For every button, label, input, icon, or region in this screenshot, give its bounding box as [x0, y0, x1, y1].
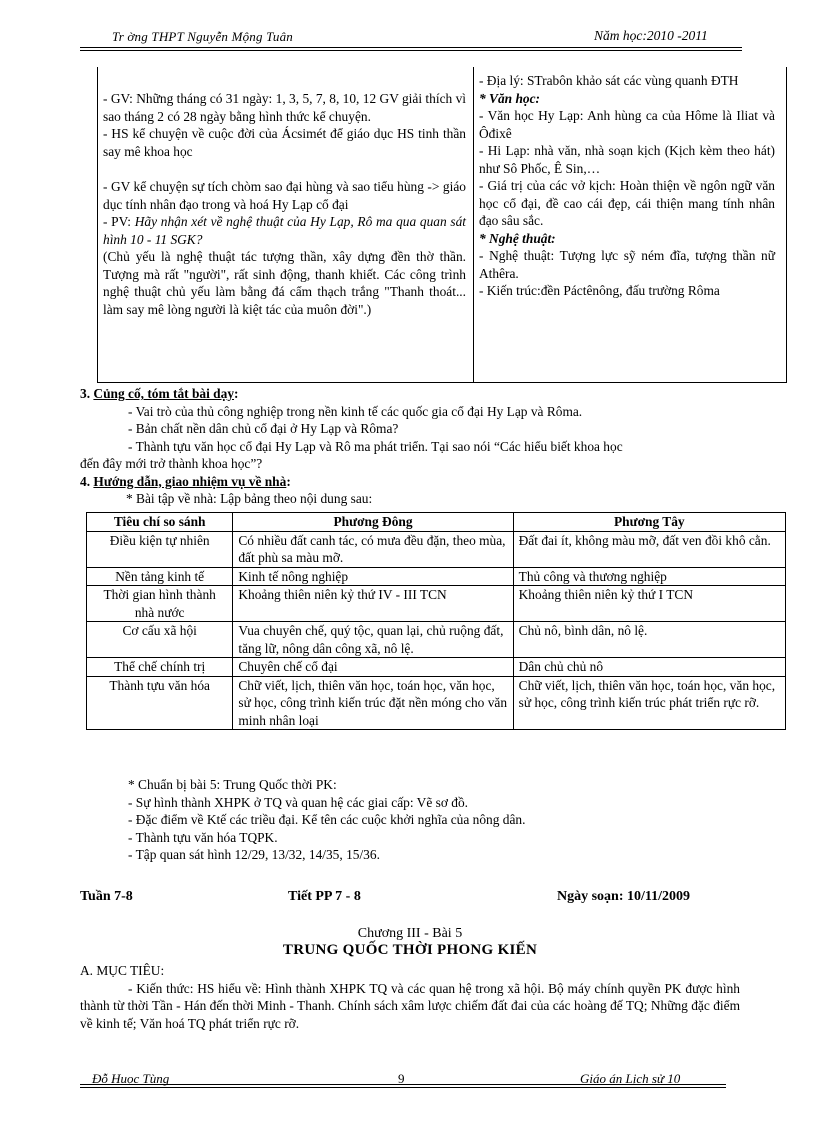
- prep-line: - Tập quan sát hình 12/29, 13/32, 14/35, 15/36.: [128, 847, 380, 862]
- header-year: Năm học:2010 -2011: [594, 28, 708, 43]
- right-geo: - Địa lý: STrabôn khảo sát các vùng quanh ĐTH: [479, 73, 739, 88]
- footer-author: Đỗ Huọc Tùng: [92, 1071, 170, 1086]
- section-3-item: - Bản chất nền dân chủ cổ đại ở Hy Lạp và Rôma?: [128, 421, 399, 436]
- table-row: [87, 658, 786, 677]
- upper-table-divider: [473, 67, 474, 383]
- table-cell: Cơ cấu xã hội: [87, 622, 233, 658]
- footer-rule-thin: [80, 1087, 726, 1088]
- preparation-section: [80, 776, 740, 864]
- right-art-2: - Kiến trúc:đền Páctênông, đấu trường Rôma: [479, 283, 720, 298]
- section-3-heading: 3. Củng cố, tóm tắt bài dạy:: [80, 386, 239, 401]
- table-cell: Khoảng thiên niên kỷ thứ I TCN: [513, 586, 785, 622]
- table-header-row: [87, 513, 786, 532]
- table-row: [87, 567, 786, 586]
- prep-line: * Chuẩn bị bài 5: Trung Quốc thời PK:: [128, 777, 337, 792]
- table-row: [87, 531, 786, 567]
- table-cell: Thành tựu văn hóa: [87, 676, 233, 730]
- prep-line: - Đặc điểm về Ktế các triều đại. Kể tên các cuộc khởi nghĩa của nông dân.: [128, 812, 526, 827]
- prep-line: - Thành tựu văn hóa TQPK.: [128, 829, 278, 845]
- table-cell: Vua chuyên chế, quý tộc, quan lại, chủ ruộng đất, tăng lữ, nông dân công xã, nô lệ.: [233, 622, 513, 658]
- footer-subject: Giáo án Lịch sử 10: [580, 1071, 681, 1086]
- left-para-2: - HS kể chuyện về cuộc đời của Ácsimét để giáo dục HS tinh thần say mê khoa học: [103, 126, 466, 159]
- table-cell: Thể chế chính trị: [87, 658, 233, 677]
- header-rule: [80, 47, 742, 48]
- chapter-title: Chương III - Bài 5: [357, 926, 463, 941]
- section-3-item: - Vai trò của thủ công nghiệp trong nền kinh tế các quốc gia cổ đại Hy Lạp và Rôma.: [128, 403, 583, 419]
- right-lit-2: - Hi Lạp: nhà văn, nhà soạn kịch (Kịch kèm theo hát) như Sô Phốc, Ê Sin,…: [479, 143, 775, 176]
- table-cell: Kinh tế nông nghiệp: [233, 567, 513, 586]
- homework-line: * Bài tập về nhà: Lập bảng theo nội dung sau:: [126, 491, 373, 506]
- header-rule-thin: [80, 50, 742, 51]
- table-row: [87, 676, 786, 730]
- right-art-heading: * Nghệ thuật:: [479, 230, 556, 246]
- table-cell: Chữ viết, lịch, thiên văn học, toán học, văn học, sử học, công trình kiến trúc phát triển rực rỡ.: [513, 676, 785, 730]
- table-header: Tiêu chí so sánh: [87, 513, 233, 532]
- section-3-item: - Thành tựu văn học cổ đại Hy Lạp và Rô ma phát triển. Tại sao nói “Các hiểu biết khoa học: [128, 438, 623, 454]
- left-question: Hãy nhận xét về nghệ thuật của Hy Lạp, Rô ma qua quan sát hình 10 - 11 SGK?: [103, 214, 466, 247]
- period-label: Tiết PP 7 - 8: [288, 889, 361, 904]
- header-school: Tr ờng THPT Nguyễn Mộng Tuân: [112, 29, 293, 44]
- date-label: Ngày soạn: 10/11/2009: [557, 889, 691, 904]
- left-para-4: - PV: Hãy nhận xét về nghệ thuật của Hy Lạp, Rô ma qua quan sát hình 10 - 11 SGK?: [103, 214, 466, 247]
- section-3: [80, 385, 740, 508]
- section-3-continuation: đến đây mới trở thành khoa học”?: [80, 456, 263, 471]
- table-cell: Điều kiện tự nhiên: [87, 531, 233, 567]
- table-cell: Chữ viết, lịch, thiên văn học, toán học, văn học, sử học, công trình kiến trúc đặt nền móng cho văn minh nhân loại: [233, 676, 513, 730]
- left-para-5: (Chủ yếu là nghệ thuật tác tượng thần, xây dựng đền thờ thần. Tượng mà rất "người", rất sinh động, thanh khiết. Các công trình nghệ thuật chủ yếu làm bằng đá cẩm thạch trắng "Thanh thoát... làm say mê lòng người là kiệt tác của muôn đời".): [103, 249, 466, 317]
- lesson-title: TRUNG QUỐC THỜI PHONG KIẾN: [282, 942, 538, 958]
- table-cell: Nền tảng kinh tế: [87, 567, 233, 586]
- table-cell: Đất đai ít, không màu mỡ, đất ven đồi khô cằn.: [513, 531, 785, 567]
- upper-table-right-cell: [479, 72, 775, 300]
- table-cell: Chủ nô, bình dân, nô lệ.: [513, 622, 785, 658]
- table-cell: Dân chủ chủ nô: [513, 658, 785, 677]
- left-para-1: - GV: Những tháng có 31 ngày: 1, 3, 5, 7, 8, 10, 12 GV giải thích vì sao tháng 2 có 28 ngày bằng hình thức kể chuyện.: [103, 91, 466, 124]
- left-para-3: - GV kể chuyện sự tích chòm sao đại hùng và sao tiểu hùng -> giáo dục tính nhân đạo trong và hoá Hy Lạp cổ đại: [103, 179, 466, 212]
- week-label: Tuần 7-8: [80, 889, 133, 904]
- table-cell: Chuyên chế cổ đại: [233, 658, 513, 677]
- upper-table-left-cell: [103, 90, 466, 318]
- table-cell: Có nhiều đất canh tác, có mưa đều đặn, theo mùa, đất phù sa màu mỡ.: [233, 531, 513, 567]
- table-cell: Thời gian hình thành nhà nước: [87, 586, 233, 622]
- right-lit-heading: * Văn học:: [479, 90, 541, 106]
- objectives-text: - Kiến thức: HS hiểu về: Hình thành XHPK TQ và các quan hệ trong xã hội. Bộ máy chính quyền PK được hình thành từ thời Tần - Hán đến thời Minh - Thanh. Chính sách xâm lược chiếm đất đai của các hoàng đế TQ; Những đặc điểm về kinh tế; Văn hoá TQ phát triển rực rỡ.: [80, 980, 740, 1031]
- table-header: Phương Đông: [233, 513, 513, 532]
- footer-rule: [80, 1084, 726, 1085]
- footer-page-number: 9: [398, 1071, 405, 1086]
- prep-line: - Sự hình thành XHPK ở TQ và quan hệ các giai cấp: Vẽ sơ đồ.: [128, 794, 469, 810]
- objectives-section: [80, 962, 740, 1032]
- table-row: [87, 586, 786, 622]
- section-4-heading: 4. Hướng dẫn, giao nhiệm vụ về nhà:: [80, 473, 291, 489]
- table-cell: Thủ công và thương nghiệp: [513, 567, 785, 586]
- table-cell: Khoảng thiên niên kỷ thứ IV - III TCN: [233, 586, 513, 622]
- right-lit-1: - Văn học Hy Lạp: Anh hùng ca của Hôme là Iliat và Ôđixê: [479, 108, 775, 141]
- right-lit-3: - Giá trị của các vở kịch: Hoàn thiện về ngôn ngữ văn học cổ đại, đề cao cái đẹp, cái thiện mang tính nhân đạo sâu sắc.: [479, 178, 775, 228]
- table-header: Phương Tây: [513, 513, 785, 532]
- objectives-heading: A. MỤC TIÊU:: [80, 963, 165, 978]
- comparison-table: [86, 512, 786, 730]
- right-art-1: - Nghệ thuật: Tượng lực sỹ ném đĩa, tượng thần nữ Athêra.: [479, 248, 775, 281]
- table-row: [87, 622, 786, 658]
